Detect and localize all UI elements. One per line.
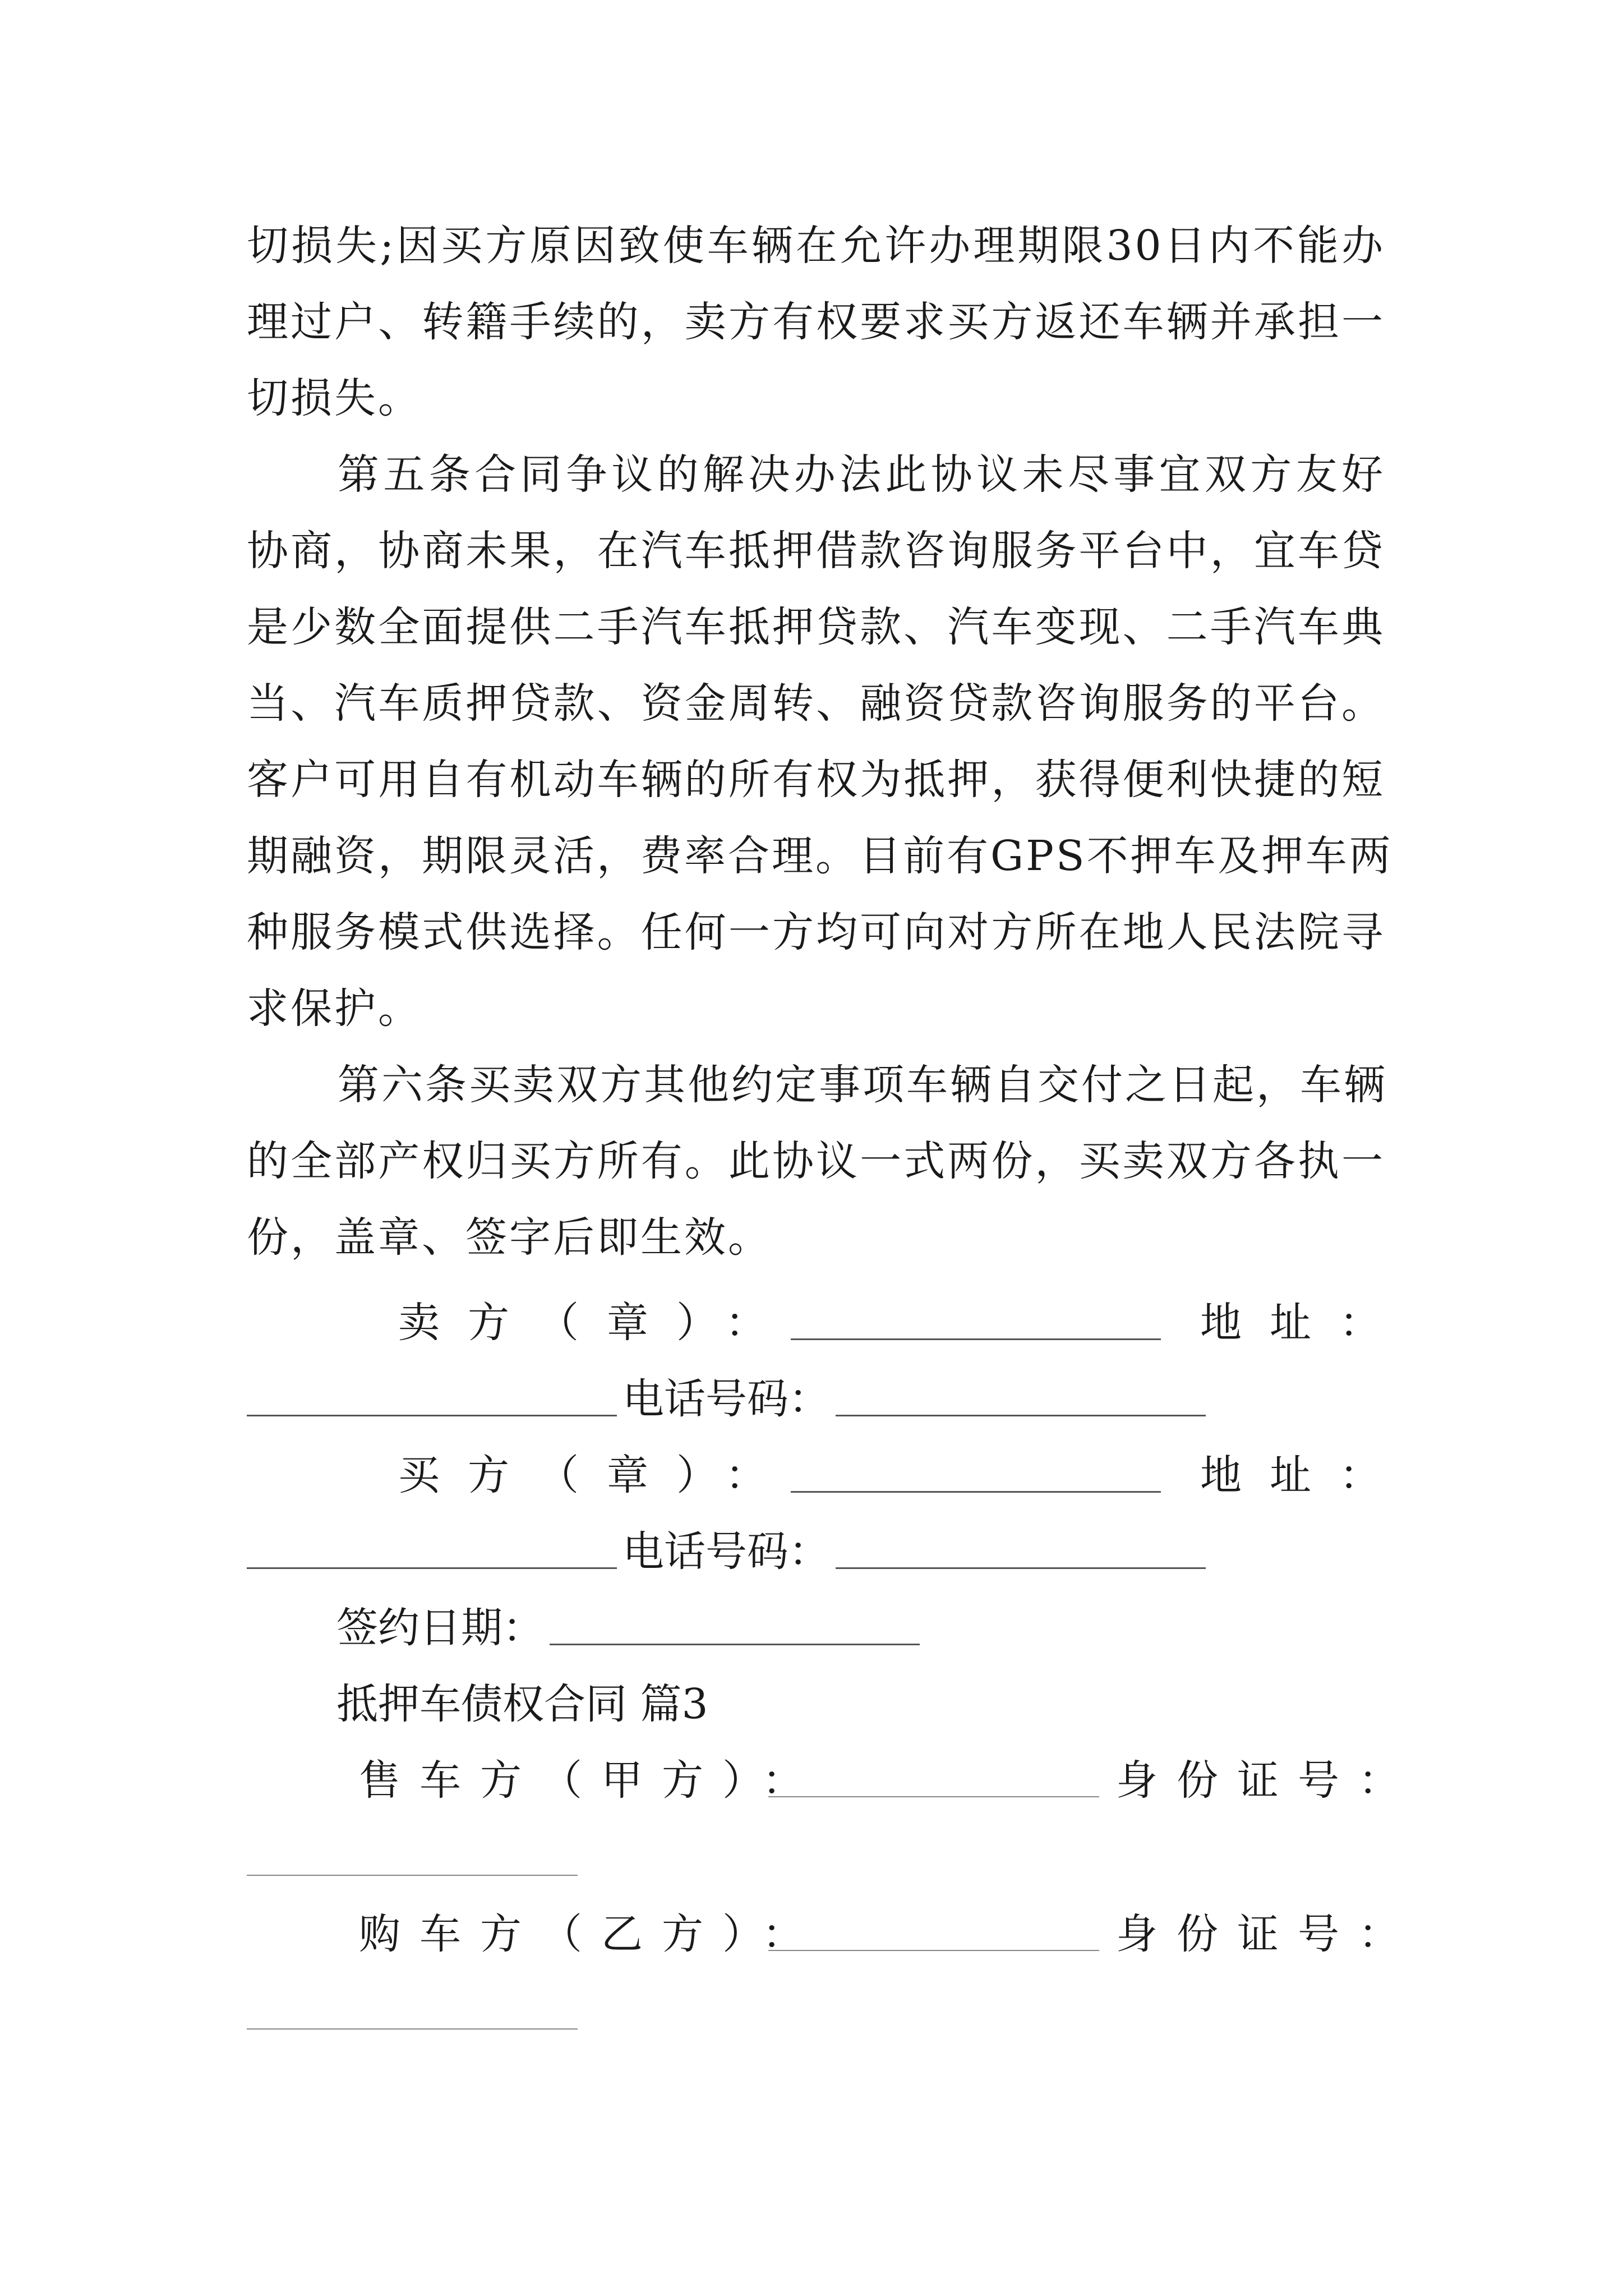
paragraph-line: 种服务模式供选择。任何一方均可向对方所在地人民法院寻 — [247, 908, 1385, 956]
seller-label: 卖方（章）： — [398, 1299, 795, 1347]
address-label: 地址： — [1200, 1451, 1409, 1499]
seller-phone-blank — [836, 1361, 1206, 1416]
date-label: 签约日期： — [336, 1604, 544, 1652]
signing-date — [336, 1590, 544, 1666]
address-label: 地址： — [1200, 1299, 1409, 1347]
buyer-id — [1116, 1896, 1419, 1972]
buyer-address — [1200, 1437, 1409, 1513]
seller-party-blank — [768, 1742, 1099, 1797]
seller-address-blank — [247, 1361, 617, 1416]
seller-signature-row — [398, 1285, 795, 1361]
buyer-signature-row — [398, 1437, 795, 1513]
buyer-address-blank — [247, 1513, 617, 1569]
paragraph-line: 的全部产权归买方所有。此协议一式两份，买卖双方各执一 — [247, 1137, 1385, 1185]
seller-id-blank — [247, 1819, 578, 1876]
buyer-party-row — [359, 1896, 823, 1972]
paragraph-line: 第五条合同争议的解决办法此协议未尽事宜双方友好 — [338, 450, 1385, 499]
seller-blank — [791, 1285, 1161, 1340]
paragraph-line: 客户可用自有机动车辆的所有权为抵押，获得便利快捷的短 — [247, 756, 1385, 804]
paragraph-line: 理过户、转籍手续的，卖方有权要求买方返还车辆并承担一 — [247, 298, 1385, 346]
id-label: 身份证号： — [1116, 1756, 1419, 1805]
section-title: 抵押车债权合同 篇3 — [336, 1680, 708, 1728]
paragraph-line: 求保护。 — [247, 984, 422, 1033]
id-label: 身份证号： — [1116, 1910, 1419, 1958]
buyer-party-label: 购车方（乙方）： — [359, 1910, 823, 1958]
paragraph-line: 切损失。 — [247, 374, 422, 422]
seller-party-label: 售车方（甲方）： — [359, 1756, 823, 1805]
paragraph-line: 当、汽车质押贷款、资金周转、融资贷款咨询服务的平台。 — [247, 679, 1385, 728]
phone-label: 电话号码： — [623, 1527, 830, 1576]
buyer-phone — [623, 1513, 830, 1590]
buyer-blank — [791, 1437, 1161, 1493]
seller-address — [1200, 1285, 1409, 1361]
paragraph-line: 协商，协商未果，在汽车抵押借款咨询服务平台中，宜车贷 — [247, 527, 1385, 575]
buyer-id-blank — [247, 1972, 578, 2030]
paragraph-line: 份，盖章、签字后即生效。 — [247, 1213, 772, 1262]
paragraph-line: 第六条买卖双方其他约定事项车辆自交付之日起，车辆 — [338, 1061, 1387, 1109]
buyer-party-blank — [768, 1896, 1099, 1951]
paragraph-line: 是少数全面提供二手汽车抵押贷款、汽车变现、二手汽车典 — [247, 603, 1385, 651]
paragraph-line: 切损失;因买方原因致使车辆在允许办理期限30日内不能办 — [247, 222, 1385, 270]
seller-phone — [623, 1361, 830, 1437]
signing-date-blank — [550, 1590, 920, 1645]
seller-id — [1116, 1742, 1419, 1819]
phone-label: 电话号码： — [623, 1375, 830, 1423]
buyer-phone-blank — [836, 1513, 1206, 1569]
paragraph-line: 期融资，期限灵活，费率合理。目前有GPS不押车及押车两 — [247, 832, 1393, 880]
buyer-label: 买方（章）： — [398, 1451, 795, 1499]
seller-party-row — [359, 1742, 823, 1819]
